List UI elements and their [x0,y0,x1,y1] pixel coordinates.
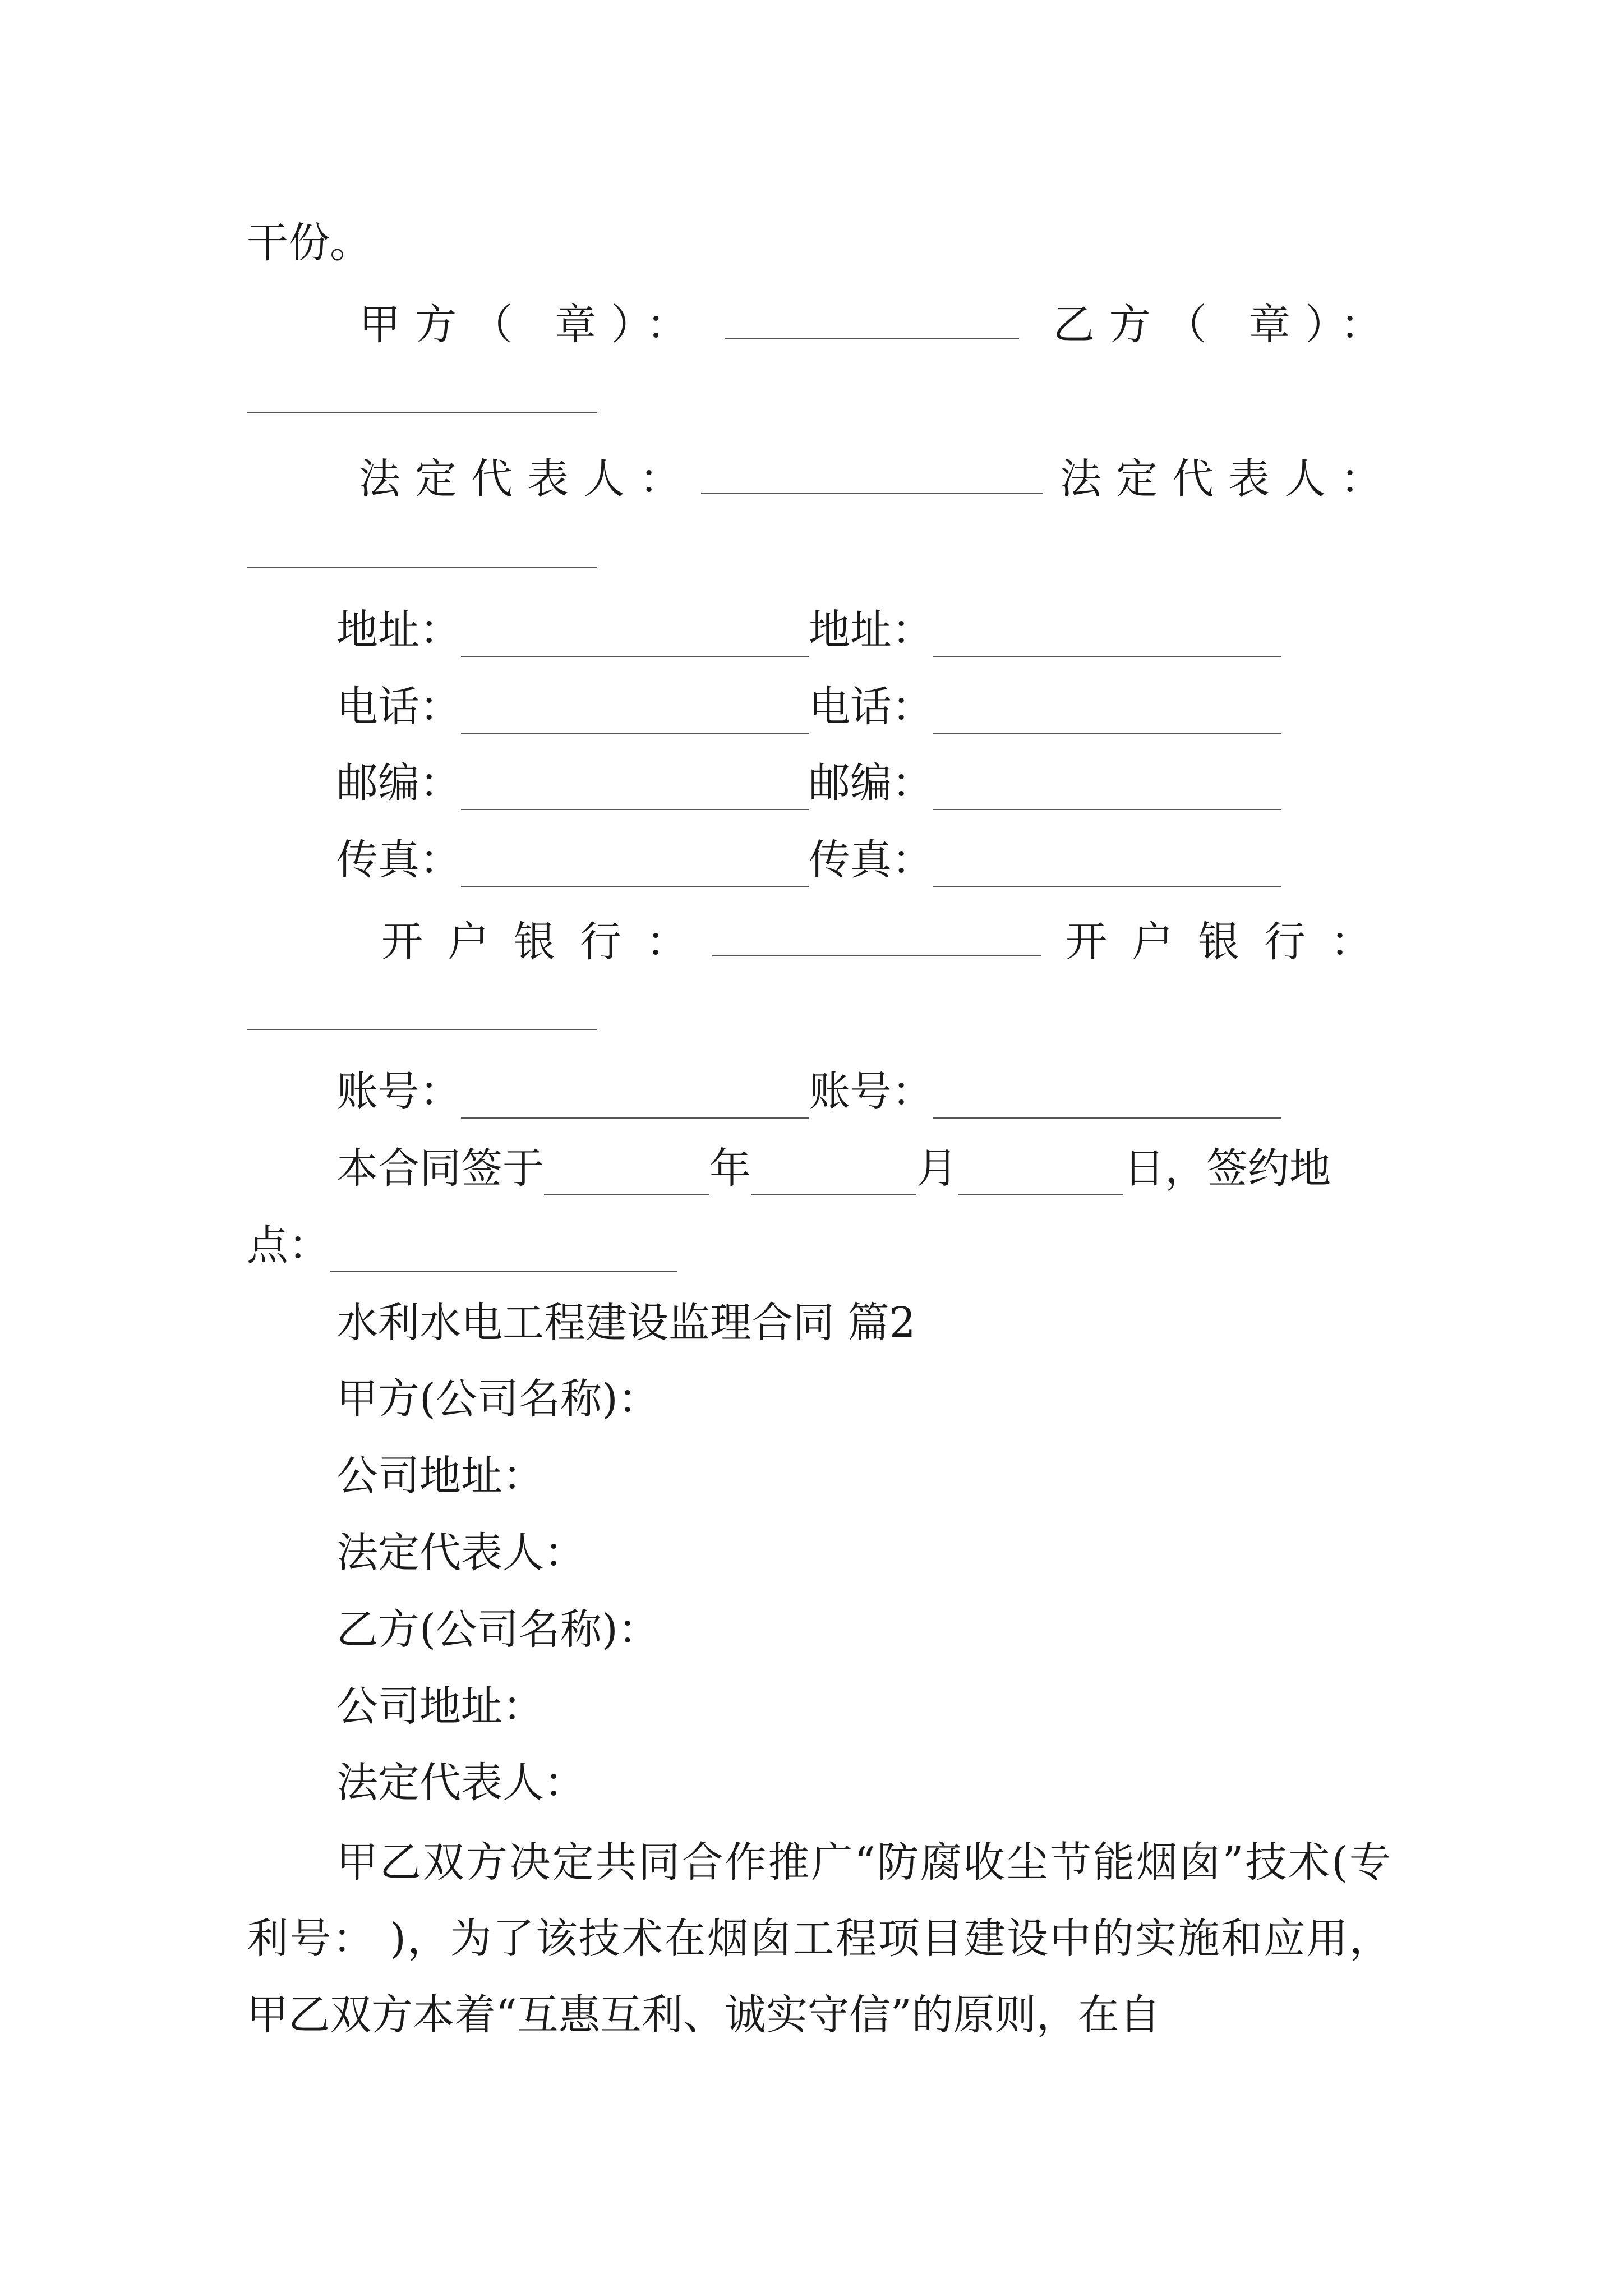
phone-row [336,680,1281,734]
party-b-fax-label: 传真： [809,836,933,884]
party-a-fax-blank [461,851,809,887]
signing-place-label: 点： [247,1221,330,1269]
account-row [336,1065,1281,1119]
party-a-phone-label: 电话： [336,683,461,731]
party-a-rep: 法定代表人： [336,1529,585,1577]
day-blank [958,1159,1123,1195]
day-place-label: 日，签约地 [1123,1144,1331,1193]
party-a-postcode-label: 邮编： [336,759,461,807]
party-b-postcode-blank [933,774,1281,810]
party-b-address-label: 地址： [809,606,933,654]
signing-place-row [247,1218,677,1272]
party-b-address-blank [933,621,1281,657]
party-a-fax-label: 传真： [336,836,461,884]
section-title: 水利水电工程建设监理合同 篇2 [336,1299,916,1347]
party-a-address-blank [461,621,809,657]
party-a-seal-label: 甲方（ 章）： [359,301,703,349]
year-blank [544,1159,709,1195]
bank-row [247,912,1396,965]
party-a-seal-blank [725,303,1020,339]
party-a-rep-label: 法定代表人： [359,455,695,503]
party-b-bank-label: 开户银行： [1066,918,1396,966]
party-a-postcode-blank [461,774,809,810]
party-a-bank-label: 开户银行： [381,918,712,966]
blank-line [247,567,597,568]
year-label: 年 [709,1144,751,1193]
party-b-rep-label: 法定代表人： [1060,455,1396,503]
party-b-rep: 法定代表人： [336,1759,585,1807]
party-a-bank-blank [712,921,1041,956]
month-label: 月 [916,1144,958,1193]
address-row [336,603,1281,657]
party-a-account-blank [461,1083,809,1119]
blank-line [247,1029,597,1030]
rep-row [247,449,1396,503]
party-a-name: 甲方(公司名称)： [336,1375,660,1423]
party-b-phone-label: 电话： [809,683,933,731]
party-a-rep-blank [701,458,1043,494]
text-fragment: 干份。 [247,219,371,267]
party-a-address-label: 地址： [336,606,461,654]
party-b-account-label: 账号： [809,1068,933,1116]
blank-line [247,412,597,413]
party-a-address: 公司地址： [336,1452,544,1500]
month-blank [751,1159,916,1195]
party-b-address: 公司地址： [336,1682,544,1731]
party-b-seal-label: 乙方（ 章）： [1053,301,1396,349]
party-b-name: 乙方(公司名称)： [336,1605,660,1654]
party-b-fax-blank [933,851,1281,887]
party-b-account-blank [933,1083,1281,1119]
signing-place-blank [330,1236,677,1272]
postcode-row [336,756,1281,810]
seal-row [247,295,1396,348]
party-b-postcode-label: 邮编： [809,759,933,807]
party-a-phone-blank [461,698,809,734]
signing-date-prefix: 本合同签于 [336,1144,544,1193]
body-paragraph: 甲乙双方决定共同合作推广“防腐收尘节能烟囱”技术(专利号： )，为了该技术在烟囱工程项目建设中的实施和应用，甲乙双方本着“互惠互利、诚实守信”的原则，在自 [247,1838,1391,2039]
signing-date-row [336,1142,1331,1195]
party-a-account-label: 账号： [336,1068,461,1116]
party-b-phone-blank [933,698,1281,734]
fax-row [336,833,1281,887]
